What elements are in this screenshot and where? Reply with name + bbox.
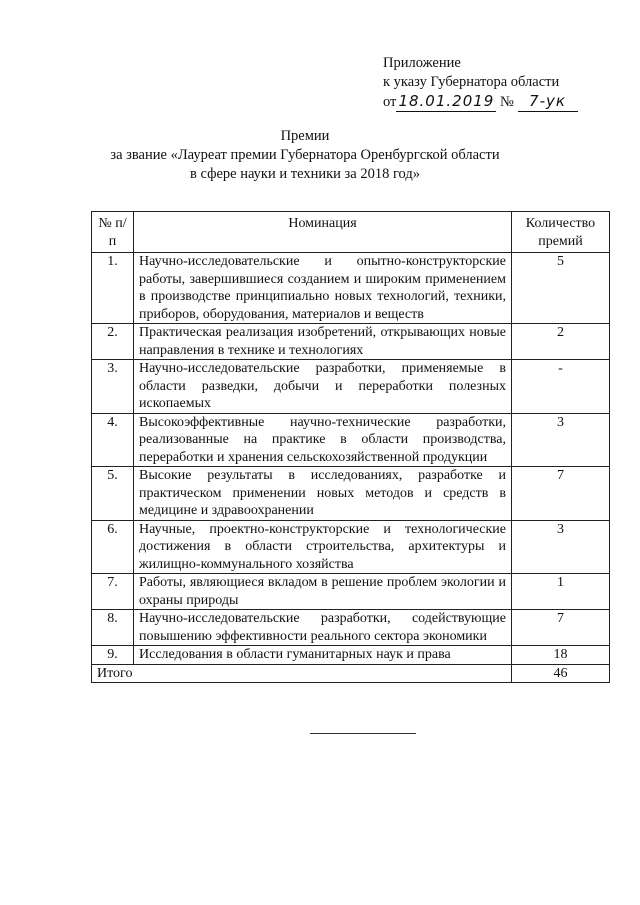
row-nomination: Работы, являющиеся вкладом в решение проблем экологии и охраны природы xyxy=(134,574,512,610)
table-row xyxy=(92,574,610,610)
document-number: 7-ук xyxy=(518,92,578,112)
appendix-title: Приложение xyxy=(383,55,461,71)
row-count: 18 xyxy=(512,646,610,665)
row-nomination: Научные, проектно-конструкторские и технологические достижения в области строительства, архитектуры и жилищно-коммунального хозяйства xyxy=(134,520,512,574)
row-count: 2 xyxy=(512,324,610,360)
table-row xyxy=(92,467,610,521)
header-num: № п/п xyxy=(92,212,134,253)
document-title xyxy=(90,127,520,184)
row-count: - xyxy=(512,360,610,414)
row-nomination: Высокие результаты в исследованиях, разработке и практическом применении новых методов и средств в медицине и здравоохранении xyxy=(134,467,512,521)
row-count: 5 xyxy=(512,253,610,324)
row-num: 7. xyxy=(92,574,134,610)
row-num: 4. xyxy=(92,413,134,467)
table-row xyxy=(92,413,610,467)
end-divider xyxy=(310,733,416,734)
title-line-1: Премии xyxy=(280,128,330,144)
title-line-3: в сфере науки и техники за 2018 год» xyxy=(190,166,420,182)
row-nomination: Высокоэффективные научно-технические разработки, реализованные на практике в области производства, переработки и хранения сельскохозяйственной продукции xyxy=(134,413,512,467)
table-row xyxy=(92,253,610,324)
total-count: 46 xyxy=(512,664,610,683)
row-count: 3 xyxy=(512,520,610,574)
awards-table xyxy=(91,211,610,683)
row-nomination: Практическая реализация изобретений, открывающих новые направления в технике и технологиях xyxy=(134,324,512,360)
table-header-row xyxy=(92,212,610,253)
number-prefix: № xyxy=(500,94,514,110)
table-row xyxy=(92,610,610,646)
table-row xyxy=(92,520,610,574)
table-row xyxy=(92,324,610,360)
table-row xyxy=(92,646,610,665)
row-count: 7 xyxy=(512,610,610,646)
table-row xyxy=(92,360,610,414)
row-count: 7 xyxy=(512,467,610,521)
row-nomination: Научно-исследовательские разработки, содействующие повышению эффективности реального сектора экономики xyxy=(134,610,512,646)
document-date: 18.01.2019 xyxy=(396,92,496,112)
row-num: 8. xyxy=(92,610,134,646)
row-nomination: Научно-исследовательские разработки, применяемые в области разведки, добычи и переработки полезных ископаемых xyxy=(134,360,512,414)
header-count: Количество премий xyxy=(512,212,610,253)
row-num: 3. xyxy=(92,360,134,414)
row-num: 1. xyxy=(92,253,134,324)
row-num: 9. xyxy=(92,646,134,665)
total-row xyxy=(92,664,610,683)
row-nomination: Научно-исследовательские и опытно-конструкторские работы, завершившиеся созданием и широким применением в производстве принципиально новых технологий, техники, приборов, оборудования, материалов и веществ xyxy=(134,253,512,324)
row-num: 6. xyxy=(92,520,134,574)
title-line-2: за звание «Лауреат премии Губернатора Оренбургской области xyxy=(110,147,500,163)
appendix-date-number xyxy=(383,92,578,112)
appendix-reference: к указу Губернатора области xyxy=(383,74,560,90)
row-num: 2. xyxy=(92,324,134,360)
row-nomination: Исследования в области гуманитарных наук и права xyxy=(134,646,512,665)
appendix-header xyxy=(383,54,578,112)
row-count: 3 xyxy=(512,413,610,467)
total-label: Итого xyxy=(92,664,512,683)
row-num: 5. xyxy=(92,467,134,521)
date-prefix: от xyxy=(383,94,397,110)
header-nomination: Номинация xyxy=(134,212,512,253)
row-count: 1 xyxy=(512,574,610,610)
